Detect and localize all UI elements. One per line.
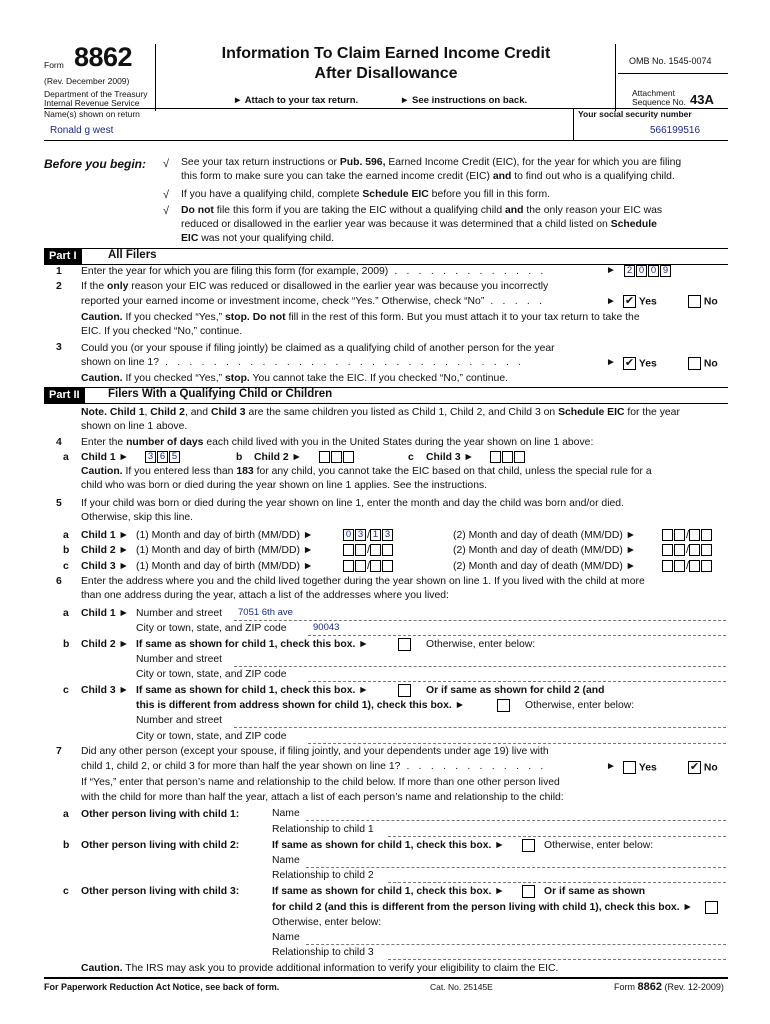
line-6c-same2-checkbox[interactable] bbox=[497, 699, 510, 712]
see-instructions: ► See instructions on back. bbox=[400, 95, 528, 106]
other-3-rel-input[interactable] bbox=[388, 959, 726, 960]
check-mark-3: √ bbox=[163, 205, 170, 217]
line-7c-same: If same as shown for child 1, check this box. ► bbox=[272, 886, 505, 897]
caution-3: Caution. If you checked “Yes,” stop. You cannot take the EIC. If you checked “No,” continue. bbox=[81, 373, 509, 384]
check-mark-1: √ bbox=[163, 158, 170, 170]
line-7b-rel-label: Relationship to child 2 bbox=[272, 870, 374, 881]
line-6b-same-checkbox[interactable] bbox=[398, 638, 411, 651]
line-7c-text: If “Yes,” enter that person’s name and relationship to the child below. If more than one other person lived bbox=[81, 777, 560, 788]
sequence-label: Sequence No. bbox=[632, 97, 686, 107]
line-7c-label: Other person living with child 3: bbox=[81, 886, 240, 897]
line-3-no-checkbox[interactable] bbox=[688, 357, 701, 370]
line-6c-same2b: this is different from address shown for child 1), check this box. ► bbox=[136, 700, 465, 711]
part-1-label: Part I bbox=[44, 249, 82, 264]
caution-2b: EIC. If you checked “No,” continue. bbox=[81, 326, 243, 337]
other-1-rel-input[interactable] bbox=[388, 836, 726, 837]
line-3b-text: shown on line 1? . . . . . . . . . . . . . . . . . . . . . . . . . . . . . . bbox=[81, 357, 525, 368]
line-5b-birth-label: (1) Month and day of birth (MM/DD) ► bbox=[136, 545, 314, 556]
revision: (Rev. December 2009) bbox=[44, 76, 130, 86]
line-7b-name-label: Name bbox=[272, 855, 300, 866]
line-7c-otherwise: Otherwise, enter below: bbox=[272, 917, 382, 928]
child-1-street-input[interactable]: 7051 6th ave bbox=[238, 607, 293, 618]
line-2b-text: reported your earned income or investment income, check “Yes.” Otherwise, check “No” . . . . . bbox=[81, 296, 546, 307]
line-7b-same: If same as shown for child 1, check this box. ► bbox=[272, 840, 505, 851]
line-2-yes-checkbox[interactable]: ✔ bbox=[624, 295, 635, 307]
line-7b-label: Other person living with child 2: bbox=[81, 840, 240, 851]
line-2-no-checkbox[interactable] bbox=[688, 295, 701, 308]
caution-4b: child who was born or died during the year shown on line 1 applies. See the instructions. bbox=[81, 480, 488, 491]
ssn-label: Your social security number bbox=[578, 109, 692, 119]
child-3-street-input[interactable] bbox=[234, 727, 726, 728]
caution-2: Caution. If you checked “Yes,” stop. Do not fill in the rest of this form. But you must attach it to your tax return to take the bbox=[81, 312, 640, 323]
line-7c-or-same2: Or if same as shown bbox=[544, 886, 646, 897]
child-1-city-input[interactable]: 90043 bbox=[313, 622, 340, 633]
line-6c-same2: Or if same as shown for child 2 (and bbox=[426, 685, 605, 696]
footer-form-id: Form 8862 (Rev. 12-2009) bbox=[614, 981, 724, 993]
child-3-days-input[interactable] bbox=[490, 451, 526, 463]
line-4a-label: Child 1 ► bbox=[81, 452, 129, 463]
child-2-death-input[interactable]: / bbox=[662, 544, 713, 556]
line-1-text: Enter the year for which you are filing this form (for example, 2009) . . . . . . . . . . . . . bbox=[81, 266, 547, 277]
name-label: Name(s) shown on return bbox=[44, 109, 140, 119]
line-6a-child: Child 1 ► bbox=[81, 608, 129, 619]
line-7c-same2-checkbox[interactable] bbox=[705, 901, 718, 914]
line-7d-text: with the child for more than half the year, attach a list of each person’s name and relationship to the child: bbox=[81, 792, 564, 803]
line-6b-otherwise: Otherwise, enter below: bbox=[426, 639, 536, 650]
line-3-yes-checkbox[interactable]: ✔ bbox=[624, 357, 635, 369]
line-7b-otherwise: Otherwise, enter below: bbox=[544, 840, 654, 851]
line-5-text: If your child was born or died during the year shown on line 1, enter the month and day the child was born and/or died. bbox=[81, 498, 624, 509]
line-7a-rel-label: Relationship to child 1 bbox=[272, 824, 374, 835]
other-2-name-input[interactable] bbox=[306, 867, 726, 868]
line-7-yes-checkbox[interactable] bbox=[623, 761, 636, 774]
line-7c-or-same2b: for child 2 (and this is different from the person living with child 1), check this box. ► bbox=[272, 902, 693, 913]
line-7-text: Did any other person (except your spouse, if filing jointly, and your dependents under age 19) live with bbox=[81, 746, 549, 757]
line-5b-child: Child 2 ► bbox=[81, 545, 129, 556]
ssn-field[interactable]: 566199516 bbox=[650, 125, 701, 136]
part-1-title: All Filers bbox=[108, 249, 157, 261]
line-3-yes[interactable]: ✔ Yes bbox=[624, 357, 657, 370]
before-item-3c: EIC was not your qualifying child. bbox=[181, 233, 335, 244]
before-item-1b: this form to make sure you can take the earned income credit (EIC) and to find out who is a qualifying child. bbox=[181, 171, 675, 182]
form-number: 8862 bbox=[74, 42, 133, 72]
child-3-birth-input[interactable]: / bbox=[343, 560, 394, 572]
line-2-text: If the only reason your EIC was reduced or disallowed in the earlier year was because you incorrectly bbox=[81, 281, 549, 292]
line-5a-death-label: (2) Month and day of death (MM/DD) ► bbox=[453, 530, 636, 541]
line-7c-same1-checkbox[interactable] bbox=[522, 885, 535, 898]
city-label-2: City or town, state, and ZIP code bbox=[136, 669, 287, 680]
line-7c-name-label: Name bbox=[272, 932, 300, 943]
line-5c-birth-label: (1) Month and day of birth (MM/DD) ► bbox=[136, 561, 314, 572]
tax-year-input[interactable]: 2 0 0 9 bbox=[624, 265, 672, 277]
child-3-city-input[interactable] bbox=[308, 743, 726, 744]
child-2-birth-input[interactable]: / bbox=[343, 544, 394, 556]
line-2-yes[interactable]: ✔ Yes bbox=[624, 295, 657, 308]
form-word: Form bbox=[44, 60, 64, 70]
other-1-name-input[interactable] bbox=[306, 820, 726, 821]
line-2-no[interactable]: No bbox=[688, 295, 718, 308]
line-6b-same: If same as shown for child 1, check this box. ► bbox=[136, 639, 369, 650]
caution-4: Caution. If you entered less than 183 for any child, you cannot take the EIC based on that child, unless the special rule for a bbox=[81, 466, 652, 477]
before-item-2: If you have a qualifying child, complete Schedule EIC before you fill in this form. bbox=[181, 189, 551, 200]
title-line-2: After Disallowance bbox=[314, 65, 458, 82]
line-7a-name-label: Name bbox=[272, 808, 300, 819]
before-label: Before you begin: bbox=[44, 157, 147, 171]
child-1-death-input[interactable]: / bbox=[662, 529, 713, 541]
other-2-rel-input[interactable] bbox=[388, 882, 726, 883]
omb-number: OMB No. 1545-0074 bbox=[629, 56, 712, 66]
line-5a-birth-label: (1) Month and day of birth (MM/DD) ► bbox=[136, 530, 314, 541]
part-2-title: Filers With a Qualifying Child or Children bbox=[108, 388, 333, 400]
street-label-3: Number and street bbox=[136, 715, 223, 726]
line-7b-same-checkbox[interactable] bbox=[522, 839, 535, 852]
line-6-text: Enter the address where you and the child lived together during the year shown on line 1. If you lived with the child at more bbox=[81, 576, 645, 587]
line-5c-death-label: (2) Month and day of death (MM/DD) ► bbox=[453, 561, 636, 572]
attachment-label: Attachment bbox=[632, 88, 675, 98]
sequence-number: 43A bbox=[690, 92, 714, 107]
line-6c-otherwise: Otherwise, enter below: bbox=[525, 700, 635, 711]
street-label-2: Number and street bbox=[136, 654, 223, 665]
line-6b-child: Child 2 ► bbox=[81, 639, 129, 650]
page-title bbox=[160, 44, 612, 84]
child-1-birth-input[interactable]: 0 3 / 1 3 bbox=[343, 529, 394, 541]
line-4b-label: Child 2 ► bbox=[254, 452, 302, 463]
line-7c-rel-label: Relationship to child 3 bbox=[272, 947, 374, 958]
line-6c-same: If same as shown for child 1, check this box. ► bbox=[136, 685, 369, 696]
before-item-1: See your tax return instructions or Pub. 596, Earned Income Credit (EIC), for the year for which you are filing bbox=[181, 157, 682, 168]
child-2-street-input[interactable] bbox=[234, 666, 726, 667]
irs: Internal Revenue Service bbox=[44, 98, 140, 108]
line-5b-death-label: (2) Month and day of death (MM/DD) ► bbox=[453, 545, 636, 556]
line-3-text: Could you (or your spouse if filing jointly) be claimed as a qualifying child of another person for the year bbox=[81, 343, 555, 354]
line-6b-text: than one address during the year, attach a list of the addresses where you lived: bbox=[81, 590, 449, 601]
city-label-3: City or town, state, and ZIP code bbox=[136, 731, 287, 742]
child-3-death-input[interactable]: / bbox=[662, 560, 713, 572]
paperwork-notice: For Paperwork Reduction Act Notice, see back of form. bbox=[44, 982, 280, 992]
line-7-yes[interactable]: Yes bbox=[623, 761, 657, 774]
other-3-name-input[interactable] bbox=[306, 944, 726, 945]
city-label-1: City or town, state, and ZIP code bbox=[136, 623, 287, 634]
note-b: shown on line 1 above. bbox=[81, 421, 188, 432]
line-4-text: Enter the number of days each child lived with you in the United States during the year shown on line 1 above: bbox=[81, 437, 594, 448]
line-5c-child: Child 3 ► bbox=[81, 561, 129, 572]
before-item-3: Do not file this form if you are taking the EIC without a qualifying child and the only reason your EIC was bbox=[181, 205, 663, 216]
title-line-1: Information To Claim Earned Income Credit bbox=[221, 45, 551, 62]
caution-7: Caution. The IRS may ask you to provide additional information to verify your eligibility to claim the EIC. bbox=[81, 963, 559, 974]
before-item-3b: reduced or disallowed in the earlier year was because it was determined that a child listed on Schedule bbox=[181, 219, 657, 230]
line-6c-same1-checkbox[interactable] bbox=[398, 684, 411, 697]
street-label-1: Number and street bbox=[136, 608, 223, 619]
part-2-label: Part II bbox=[44, 388, 85, 403]
line-4c-label: Child 3 ► bbox=[426, 452, 474, 463]
line-7-no-checkbox[interactable]: ✔ bbox=[689, 761, 700, 773]
catalog-number: Cat. No. 25145E bbox=[430, 982, 493, 992]
line-5b-text: Otherwise, skip this line. bbox=[81, 512, 194, 523]
child-1-days-input[interactable]: 3 6 5 bbox=[145, 451, 181, 463]
line-7-no[interactable]: ✔ No bbox=[689, 761, 718, 774]
department: Department of the Treasury bbox=[44, 89, 148, 99]
line-3-no[interactable]: No bbox=[688, 357, 718, 370]
check-mark-2: √ bbox=[163, 189, 170, 201]
line-7b-text: child 1, child 2, or child 3 for more than half the year shown on line 1? . . . . . . . . . . . . bbox=[81, 761, 547, 772]
attach-instruction: ► Attach to your tax return. bbox=[233, 95, 359, 106]
line-5a-child: Child 1 ► bbox=[81, 530, 129, 541]
name-field[interactable]: Ronald g west bbox=[50, 125, 114, 136]
line-7a-label: Other person living with child 1: bbox=[81, 809, 240, 820]
note: Note. Child 1, Child 2, and Child 3 are the same children you listed as Child 1, Child 2, and Child 3 on Schedule EIC for the year bbox=[81, 407, 680, 418]
line-6c-child: Child 3 ► bbox=[81, 685, 129, 696]
child-2-city-input[interactable] bbox=[308, 681, 726, 682]
child-2-days-input[interactable] bbox=[319, 451, 355, 463]
